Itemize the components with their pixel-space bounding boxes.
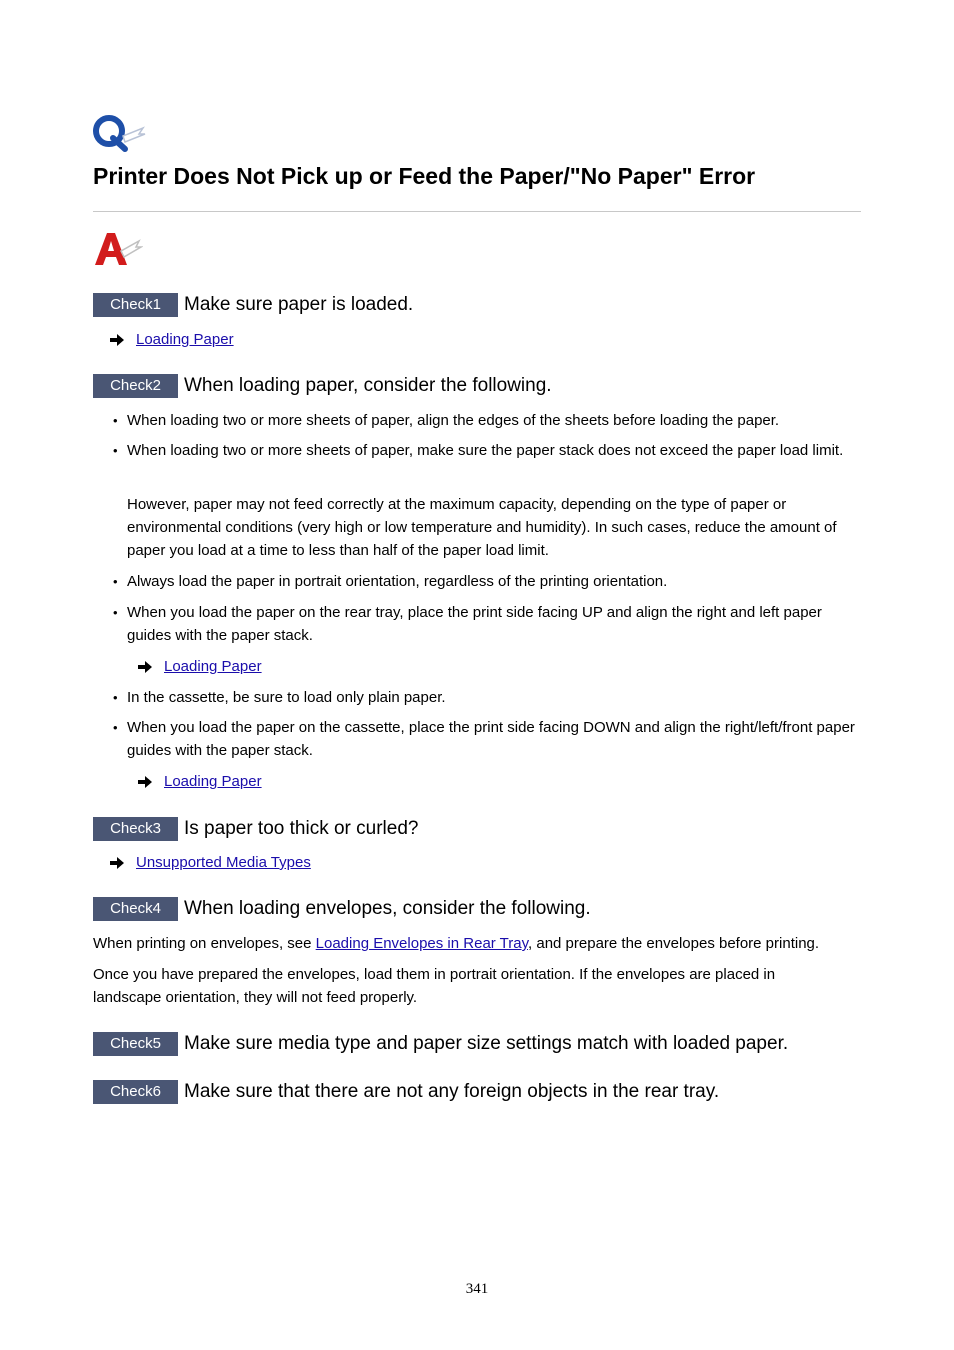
check-badge: Check2	[93, 374, 178, 398]
check4-header	[93, 897, 591, 921]
envelope-instructions: When printing on envelopes, see Loading Envelopes in Rear Tray, and prepare the envelopes before printing.	[93, 935, 820, 952]
question-icon	[93, 112, 149, 152]
link-row	[138, 772, 262, 792]
check6-header	[93, 1080, 719, 1104]
arrow-right-icon	[110, 334, 124, 346]
check1-header	[93, 293, 413, 317]
link-unsupported-media-types[interactable]: Unsupported Media Types	[136, 854, 311, 871]
page-title: Printer Does Not Pick up or Feed the Paper/"No Paper" Error	[93, 163, 756, 189]
answer-icon	[93, 229, 143, 267]
check-title: Is paper too thick or curled?	[184, 818, 419, 839]
link-row	[110, 330, 234, 350]
check-badge: Check4	[93, 897, 178, 921]
link-loading-paper[interactable]: Loading Paper	[164, 773, 262, 790]
check-title: Make sure media type and paper size settings match with loaded paper.	[184, 1033, 789, 1054]
link-loading-paper[interactable]: Loading Paper	[164, 658, 262, 675]
check-title: When loading paper, consider the following.	[184, 375, 552, 396]
check-title: When loading envelopes, consider the following.	[184, 898, 591, 919]
title-divider	[93, 211, 861, 212]
list-item-note: However, paper may not feed correctly at the maximum capacity, depending on the type of paper or environmental conditions (very high or low temperature and humidity). In such cases, reduce the amount of paper you load at a time to less than half of the paper load limit.	[127, 496, 837, 559]
check-title: Make sure that there are not any foreign objects in the rear tray.	[184, 1081, 720, 1102]
link-loading-paper[interactable]: Loading Paper	[136, 331, 234, 348]
check5-header	[93, 1032, 788, 1056]
check2-header	[93, 374, 552, 398]
arrow-right-icon	[110, 857, 124, 869]
check-title: Make sure paper is loaded.	[184, 294, 414, 315]
check-badge: Check3	[93, 817, 178, 841]
check-badge: Check1	[93, 293, 178, 317]
check3-header	[93, 817, 418, 841]
link-row	[138, 657, 262, 677]
link-row	[110, 853, 311, 873]
envelope-orientation-note: Once you have prepared the envelopes, load them in portrait orientation. If the envelopes are placed in landscape orientation, they will not feed properly.	[93, 966, 776, 1006]
check-badge: Check5	[93, 1032, 178, 1056]
link-loading-envelopes[interactable]: Loading Envelopes in Rear Tray	[315, 935, 529, 952]
arrow-right-icon	[138, 661, 152, 673]
arrow-right-icon	[138, 776, 152, 788]
page-number: 341	[465, 1281, 489, 1297]
check-badge: Check6	[93, 1080, 178, 1104]
